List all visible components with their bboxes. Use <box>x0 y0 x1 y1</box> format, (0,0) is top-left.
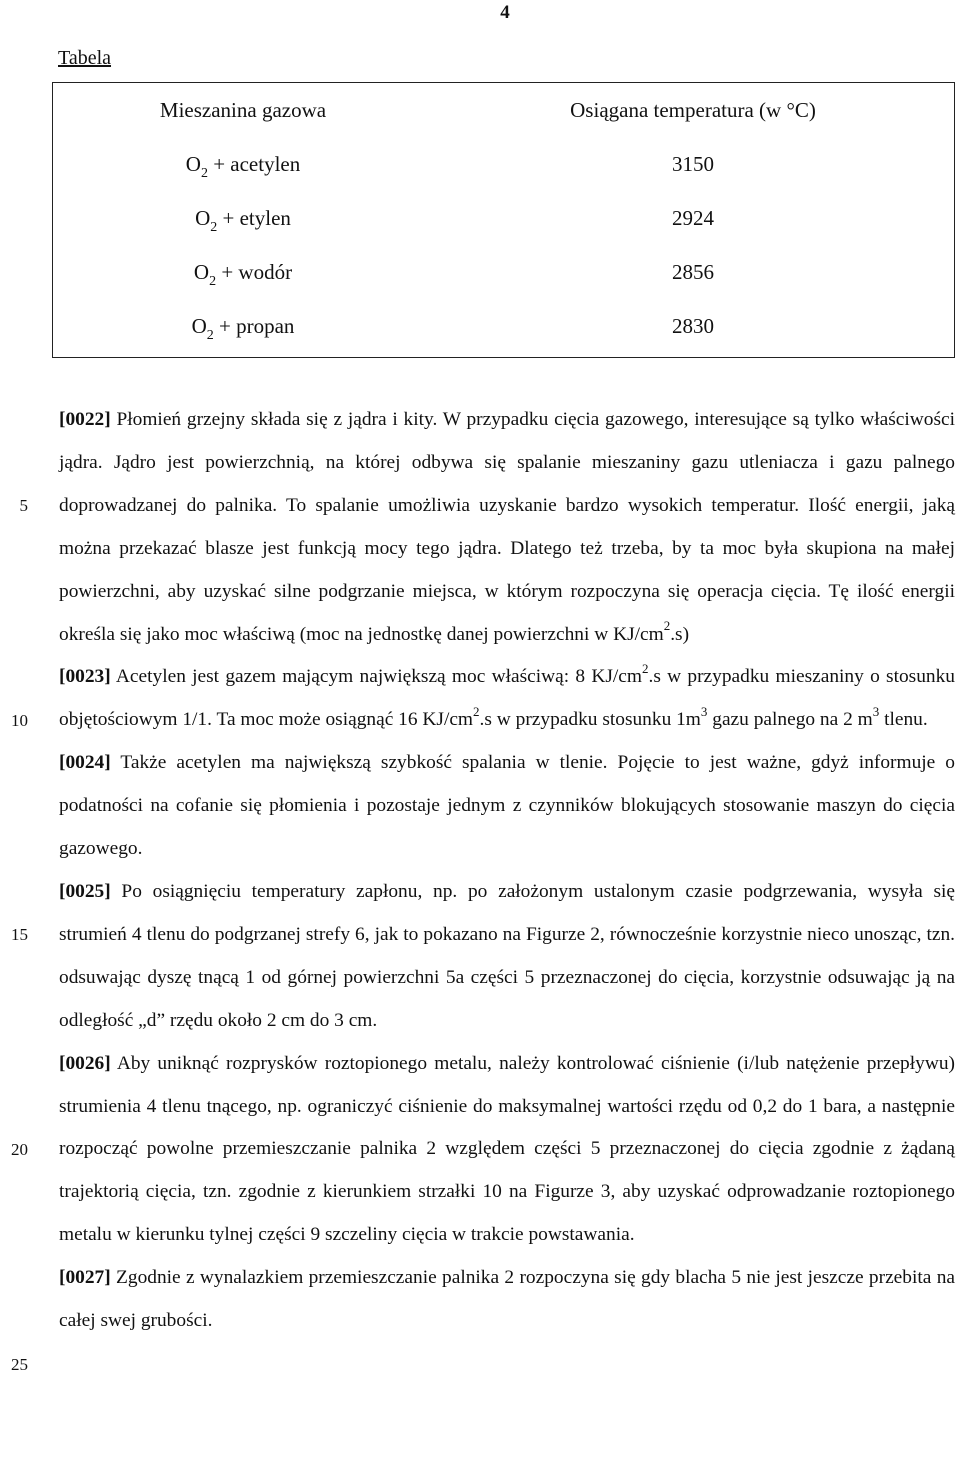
document-body <box>59 399 955 1343</box>
line-number: 20 <box>11 1140 28 1159</box>
gas-mixture-cell: $O_2$ + propan <box>191 314 295 343</box>
paragraph-id: [0025] <box>59 880 111 902</box>
gas-mixture-cell: $O_2$ + etylen <box>195 206 291 235</box>
temperature-cell: 3150 <box>672 152 714 176</box>
line-number: 15 <box>11 925 28 944</box>
page-number: 4 <box>500 2 510 23</box>
temperature-cell: 2856 <box>672 260 714 284</box>
paragraph-0026: [0026] Aby uniknąć rozprysków roztopionego metalu, należy kontrolować ciśnienie (i/lub natężenie przepływu) strumienia 4 tlenu tnącego, np. ograniczyć ciśnienie do maksymalnej wartości rzędu od 0,2 do 1 bara, a następnie rozpocząć powolne przemieszczanie palnika 2 względem części 5 przeznaczonej do cięcia zgodnie z żądaną trajektorią cięcia, tzn. zgodnie z kierunkiem strzałki 10 na Figurze 3, aby uzyskać odprowadzanie roztopionego metalu w kierunku tylnej części 9 szczeliny cięcia w trakcie powstawania. <box>59 1052 955 1246</box>
paragraph-0022: [0022] Płomień grzejny składa się z jądra i kity. W przypadku cięcia gazowego, interesujące są tylko właściwości jądra. Jądro jest powierzchnią, na której odbywa się spalanie mieszaniny gazu utleniacza i gazu palnego doprowadzanej do palnika. To spalanie umożliwia uzyskanie bardzo wysokich temperatur. Ilość energii, jaką można przekazać blasze jest funkcją mocy tego jądra. Dlatego też trzeba, by ta moc była skupiona na małej powierzchni, aby uzyskać silne podgrzanie miejsca, w którym rozpoczyna się operacja cięcia. Tę ilość energii określa się jako moc właściwą (moc na jednostkę danej powierzchni w $KJ/cm^2.s$) <box>59 409 955 645</box>
paragraph-id: [0023] <box>59 666 111 688</box>
paragraph-id: [0022] <box>59 409 111 430</box>
paragraph-id: [0027] <box>59 1267 111 1289</box>
gas-mixture-cell: $O_2$ + acetylen <box>185 152 301 181</box>
paragraph-0025: [0025] Po osiągnięciu temperatury zapłonu, np. po założonym ustalonym czasie podgrzewania, wysyła się strumień 4 tlenu do podgrzanej strefy 6, jak to pokazano na Figurze 2, równocześnie korzystnie nieco unosząc, tzn. odsuwając dyszę tnącą 1 od górnej powierzchni 5a części 5 przeznaczonej do cięcia, korzystnie odsuwając ją na odległość „d” rzędu około 2 cm do 3 cm. <box>59 880 955 1031</box>
table-caption: Tabela <box>58 47 112 69</box>
temperature-cell: 2924 <box>672 206 714 230</box>
header-temperature: Osiągana temperatura (w °C) <box>570 98 816 122</box>
paragraph-id: [0026] <box>59 1052 111 1074</box>
temperature-cell: 2830 <box>672 314 714 338</box>
line-number: 10 <box>11 711 28 730</box>
paragraph-id: [0024] <box>59 752 111 774</box>
paragraph-0024: [0024] Także acetylen ma największą szybkość spalania w tlenie. Pojęcie to jest ważne, gdyż informuje o podatności na cofanie się płomienia i pozostaje jednym z czynników blokujących stosowanie maszyn do cięcia gazowego. <box>59 752 955 860</box>
gas-temperature-table <box>52 82 955 358</box>
gas-mixture-cell: $O_2$ + wodór <box>193 260 293 289</box>
line-number: 5 <box>19 496 28 515</box>
header-gas-mixture: Mieszanina gazowa <box>159 98 327 122</box>
paragraph-0023: [0023] Acetylen jest gazem mającym największą moc właściwą: 8 $KJ/cm^2.s$ w przypadku mieszaniny o stosunku objętościowym 1/1. Ta moc może osiągnąć 16 $KJ/cm^2.s$ w przypadku stosunku $1m^3$ gazu palnego na 2 $m^3$ tlenu. <box>59 660 955 731</box>
paragraph-0027: [0027] Zgodnie z wynalazkiem przemieszczanie palnika 2 rozpoczyna się gdy blacha 5 nie jest jeszcze przebita na całej swej grubości. <box>59 1267 955 1332</box>
line-number: 25 <box>11 1355 28 1374</box>
